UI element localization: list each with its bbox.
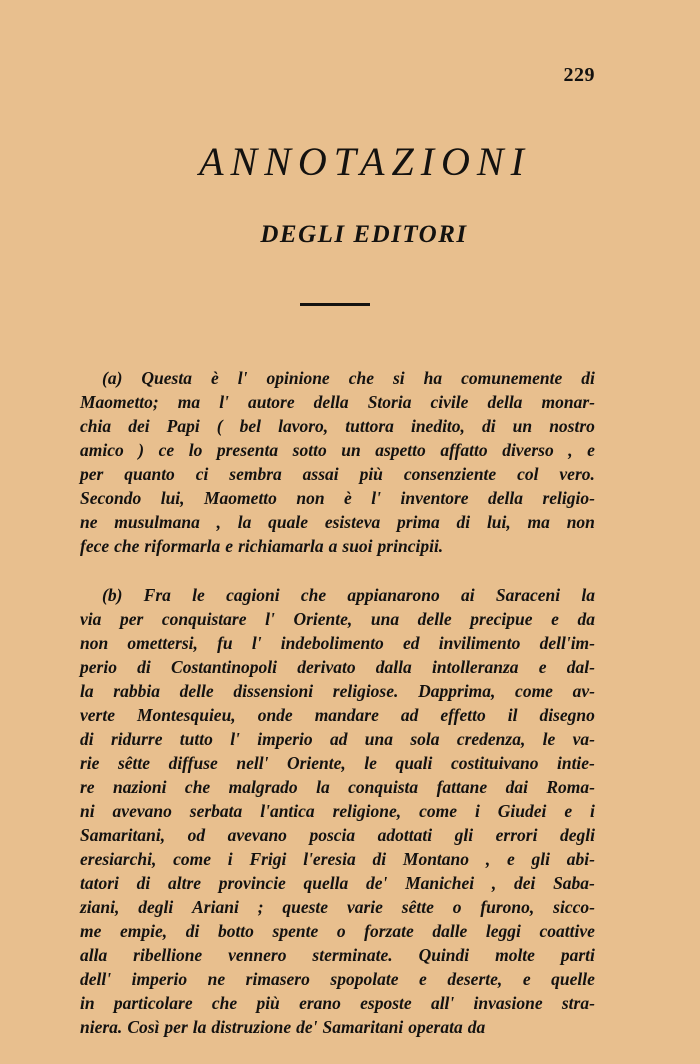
text-line: [80, 799, 595, 823]
word: fu: [217, 633, 233, 653]
word: (b): [102, 585, 123, 605]
text-line: [80, 895, 595, 919]
word: l': [371, 488, 382, 508]
word: (: [216, 416, 223, 436]
word: l': [219, 392, 229, 412]
word: come: [419, 801, 457, 821]
word: sembra: [229, 464, 282, 484]
word: fece: [80, 536, 110, 556]
word: una: [364, 729, 393, 749]
word: dal-: [566, 657, 595, 677]
word: av-: [572, 681, 595, 701]
word: Giudei: [497, 801, 547, 821]
word: Dapprima,: [418, 681, 496, 701]
word: molte: [495, 945, 535, 965]
word: Samaritani,: [80, 825, 166, 845]
word: la: [316, 777, 330, 797]
word: coattive: [539, 921, 595, 941]
word: Maometto;: [80, 392, 159, 412]
word: re: [80, 777, 95, 797]
text-line: [80, 486, 595, 510]
word: Fra: [143, 585, 171, 605]
word: gli: [454, 825, 474, 845]
word: alla: [80, 945, 108, 965]
word: Così: [127, 1017, 160, 1037]
word: più: [256, 993, 280, 1013]
word: delle: [179, 681, 214, 701]
word: Secondo: [80, 488, 142, 508]
word: provincie: [218, 873, 286, 893]
word: ,: [485, 849, 491, 869]
word: Questa: [141, 368, 192, 388]
word: derivato: [297, 657, 356, 677]
word: presenta: [216, 440, 279, 460]
word: è: [344, 488, 352, 508]
word: come: [515, 681, 553, 701]
word: deserte,: [447, 969, 503, 989]
word: lui,: [486, 512, 511, 532]
word: assai: [302, 464, 339, 484]
word: rabbia: [113, 681, 160, 701]
text-line: [80, 727, 595, 751]
word: disegno: [539, 705, 595, 725]
text-line: [80, 414, 595, 438]
word: di: [137, 657, 151, 677]
word: delle: [417, 609, 452, 629]
word: stra-: [561, 993, 595, 1013]
word: vennero: [228, 945, 287, 965]
word: ai: [461, 585, 475, 605]
word: ,: [568, 440, 573, 460]
word: de': [366, 873, 388, 893]
text-line: [80, 631, 595, 655]
word: e: [564, 801, 573, 821]
word: forzate: [364, 921, 414, 941]
word: verte: [80, 705, 115, 725]
text-line: [80, 751, 595, 775]
word: richiamarla: [238, 536, 324, 556]
word: e: [587, 440, 595, 460]
word: più: [359, 464, 383, 484]
word: appianarono: [347, 585, 440, 605]
word: e: [506, 849, 515, 869]
word: di: [581, 368, 595, 388]
word: religiose.: [332, 681, 399, 701]
word: di: [80, 729, 94, 749]
word: precipue: [470, 609, 533, 629]
word: eresiarchi,: [80, 849, 157, 869]
word: malgrado: [228, 777, 298, 797]
word: un: [341, 440, 361, 460]
word: ): [138, 440, 145, 460]
word: dei: [513, 873, 536, 893]
text-line: [80, 366, 595, 390]
word: perio: [80, 657, 117, 677]
word: e: [419, 969, 427, 989]
word: per: [80, 464, 104, 484]
word: ,: [216, 512, 222, 532]
word: ziani,: [80, 897, 120, 917]
word: invasione: [473, 993, 543, 1013]
word: diffuse: [168, 753, 218, 773]
word: della: [487, 392, 523, 412]
text-line: [80, 534, 595, 558]
word: mandare: [314, 705, 379, 725]
word: la: [581, 585, 595, 605]
word: distruzione: [211, 1017, 292, 1037]
word: affatto: [440, 440, 488, 460]
word: dissensioni: [233, 681, 314, 701]
word: dell': [80, 969, 112, 989]
word: Quindi: [418, 945, 470, 965]
word: me: [80, 921, 102, 941]
word: della: [487, 488, 523, 508]
word: che: [114, 536, 140, 556]
word: esposte: [360, 993, 412, 1013]
word: esisteva: [324, 512, 381, 532]
word: da: [577, 609, 595, 629]
word: avevano: [227, 825, 287, 845]
word: principii.: [377, 536, 444, 556]
word: dei: [128, 416, 150, 436]
word: che: [184, 777, 211, 797]
word: ridurre: [110, 729, 163, 749]
word: inedito,: [410, 416, 465, 436]
word: comunemente: [461, 368, 563, 388]
word: col: [517, 464, 539, 484]
word: ;: [257, 897, 264, 917]
word: quanto: [124, 464, 175, 484]
word: suoi: [342, 536, 373, 556]
word: (a): [102, 368, 123, 388]
word: Manichei: [405, 873, 475, 893]
word: all': [430, 993, 455, 1013]
word: o: [336, 921, 346, 941]
text-line: [80, 823, 595, 847]
word: un: [512, 416, 533, 436]
word: tutto: [179, 729, 213, 749]
word: sêtte: [401, 897, 434, 917]
word: fattane: [436, 777, 488, 797]
word: di: [185, 921, 200, 941]
word: tuttora: [345, 416, 394, 436]
word: della: [313, 392, 349, 412]
word: chia: [80, 416, 112, 436]
word: come: [173, 849, 212, 869]
word: serbata: [189, 801, 243, 821]
word: l': [237, 368, 248, 388]
word: spopolate: [330, 969, 399, 989]
note-paragraph: [80, 366, 595, 558]
word: imperio: [257, 729, 313, 749]
word: la: [192, 1017, 207, 1037]
word: bel: [239, 416, 262, 436]
word: Oriente,: [286, 753, 346, 773]
note-paragraph: [80, 583, 595, 1039]
text-line: [80, 679, 595, 703]
text-line: [80, 871, 595, 895]
word: dalla: [375, 657, 412, 677]
word: l': [230, 729, 240, 749]
word: ce: [158, 440, 175, 460]
word: credenza,: [456, 729, 526, 749]
word: leggi: [485, 921, 521, 941]
word: intolleranza: [432, 657, 519, 677]
word: furono,: [480, 897, 535, 917]
word: particolare: [113, 993, 193, 1013]
word: è: [210, 368, 219, 388]
word: amico: [80, 440, 124, 460]
word: sola: [410, 729, 440, 749]
word: o: [452, 897, 462, 917]
word: varie: [346, 897, 383, 917]
word: va-: [572, 729, 595, 749]
word: autore: [247, 392, 295, 412]
word: Frigi: [249, 849, 287, 869]
word: musulmana: [114, 512, 200, 532]
word: sêtte: [117, 753, 151, 773]
word: Oriente,: [293, 609, 353, 629]
word: gli: [531, 849, 551, 869]
word: in: [80, 993, 95, 1013]
word: che: [348, 368, 374, 388]
word: ma: [177, 392, 201, 412]
word: Ariani: [192, 897, 239, 917]
notes-container: [80, 366, 595, 1064]
word: operata: [408, 1017, 463, 1037]
word: degli: [138, 897, 174, 917]
word: omettersi,: [127, 633, 198, 653]
word: il: [507, 705, 518, 725]
word: ad: [329, 729, 348, 749]
word: sicco-: [553, 897, 595, 917]
word: inventore: [400, 488, 469, 508]
word: ne: [80, 512, 98, 532]
word: e: [538, 657, 547, 677]
word: Papi: [166, 416, 200, 436]
word: Saraceni: [495, 585, 561, 605]
word: riformarla: [144, 536, 221, 556]
word: l'antica: [260, 801, 315, 821]
word: religione,: [332, 801, 402, 821]
word: le: [542, 729, 556, 749]
word: ci: [195, 464, 209, 484]
word: quale: [268, 512, 309, 532]
word: sterminate.: [312, 945, 393, 965]
word: non: [566, 512, 595, 532]
word: ,: [491, 873, 497, 893]
text-line: [80, 703, 595, 727]
word: quelle: [551, 969, 595, 989]
word: de': [296, 1017, 318, 1037]
word: lo: [188, 440, 203, 460]
text-line: [80, 943, 595, 967]
text-line: [80, 919, 595, 943]
word: via: [80, 609, 102, 629]
word: prima: [396, 512, 440, 532]
text-line: [80, 847, 595, 871]
word: abi-: [566, 849, 595, 869]
word: niera.: [80, 1017, 123, 1037]
word: Montesquieu,: [136, 705, 236, 725]
word: non: [296, 488, 325, 508]
word: che: [300, 585, 327, 605]
text-line: [80, 991, 595, 1015]
word: ed: [403, 633, 420, 653]
word: e: [522, 969, 531, 989]
word: religio-: [542, 488, 595, 508]
word: Costantinopoli: [171, 657, 278, 677]
word: ribellione: [133, 945, 203, 965]
word: di: [456, 512, 471, 532]
word: avevano: [112, 801, 172, 821]
word: lui,: [160, 488, 185, 508]
word: diverso: [502, 440, 554, 460]
word: e: [225, 536, 234, 556]
word: empie,: [119, 921, 168, 941]
word: monar-: [541, 392, 595, 412]
word: poscia: [309, 825, 356, 845]
word: costituivano: [450, 753, 539, 773]
word: che: [211, 993, 238, 1013]
word: onde: [257, 705, 293, 725]
word: le: [192, 585, 205, 605]
word: ni: [80, 801, 95, 821]
title-divider: [300, 303, 370, 306]
word: degli: [559, 825, 595, 845]
word: di: [372, 849, 387, 869]
word: parti: [560, 945, 595, 965]
word: ne: [207, 969, 226, 989]
word: consenziente: [403, 464, 497, 484]
word: una: [370, 609, 400, 629]
word: Saba-: [553, 873, 595, 893]
word: Samaritani: [322, 1017, 404, 1037]
word: per: [164, 1017, 188, 1037]
word: spente: [272, 921, 319, 941]
page-number: 229: [563, 64, 595, 86]
word: cagioni: [226, 585, 280, 605]
text-line: [80, 1015, 595, 1039]
word: l': [251, 633, 262, 653]
word: rie: [80, 753, 100, 773]
word: i: [227, 849, 233, 869]
word: i: [590, 801, 595, 821]
word: dalle: [432, 921, 468, 941]
word: aspetto: [375, 440, 426, 460]
word: adottati: [377, 825, 433, 845]
word: lavoro,: [278, 416, 329, 436]
word: la: [237, 512, 252, 532]
text-line: [80, 390, 595, 414]
text-line: [80, 655, 595, 679]
word: indebolimento: [280, 633, 384, 653]
word: tatori: [80, 873, 119, 893]
text-line: [80, 607, 595, 631]
word: botto: [217, 921, 254, 941]
word: nell': [236, 753, 269, 773]
word: Montano: [402, 849, 470, 869]
word: od: [187, 825, 206, 845]
text-line: [80, 775, 595, 799]
word: conquista: [348, 777, 419, 797]
page-subtitle: DEGLI EDITORI: [260, 221, 468, 248]
word: intie-: [556, 753, 595, 773]
word: a: [328, 536, 338, 556]
word: effetto: [440, 705, 486, 725]
text-line: [80, 583, 595, 607]
word: nostro: [549, 416, 595, 436]
word: erano: [299, 993, 341, 1013]
word: ha: [423, 368, 443, 388]
word: Roma-: [546, 777, 595, 797]
text-line: [80, 510, 595, 534]
word: rimasero: [245, 969, 310, 989]
word: di: [136, 873, 151, 893]
word: dell'im-: [539, 633, 595, 653]
text-line: [80, 967, 595, 991]
word: e: [551, 609, 559, 629]
word: sotto: [292, 440, 327, 460]
word: imperio: [131, 969, 188, 989]
word: di: [481, 416, 496, 436]
word: le: [364, 753, 377, 773]
word: altre: [167, 873, 202, 893]
word: i: [474, 801, 480, 821]
word: si: [392, 368, 405, 388]
word: queste: [282, 897, 329, 917]
word: dai: [505, 777, 528, 797]
word: invilimento: [438, 633, 521, 653]
word: l': [265, 609, 275, 629]
word: Maometto: [204, 488, 277, 508]
word: l'eresia: [303, 849, 356, 869]
word: ma: [527, 512, 550, 532]
word: da: [467, 1017, 486, 1037]
word: Storia: [367, 392, 412, 412]
word: quella: [303, 873, 349, 893]
word: per: [119, 609, 144, 629]
page-title: ANNOTAZIONI: [199, 139, 531, 184]
word: opinione: [266, 368, 330, 388]
word: nazioni: [113, 777, 167, 797]
word: vero.: [559, 464, 595, 484]
word: ad: [400, 705, 419, 725]
word: civile: [430, 392, 469, 412]
text-line: [80, 438, 595, 462]
text-line: [80, 462, 595, 486]
word: quali: [395, 753, 433, 773]
word: conquistare: [161, 609, 247, 629]
word: la: [80, 681, 94, 701]
word: non: [80, 633, 109, 653]
word: errori: [495, 825, 538, 845]
